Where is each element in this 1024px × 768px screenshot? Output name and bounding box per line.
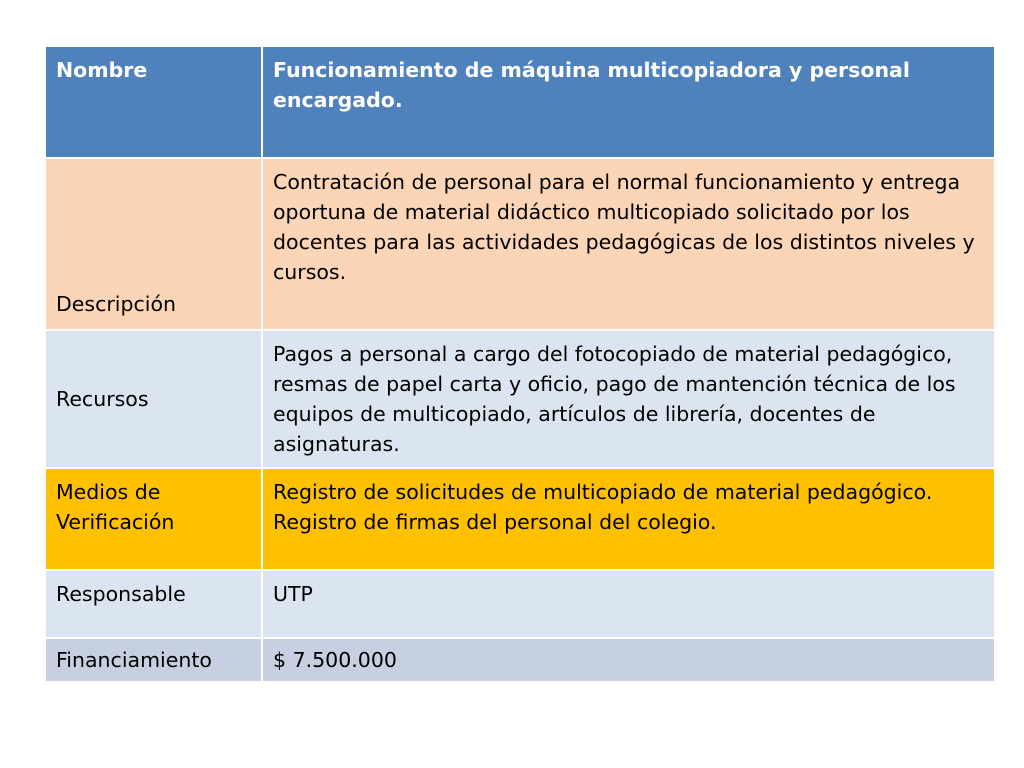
table-header-row [45,46,995,158]
recursos-value: Pagos a personal a cargo del fotocopiado de material pedagógico, resmas de papel carta y oficio, pago de mantención técnica de los equipos de multicopiado, artículos de librería, docentes de asignaturas. [262,330,995,468]
descripcion-label: Descripción [45,158,262,330]
project-table [44,45,996,683]
responsable-value: UTP [262,570,995,638]
financiamiento-label: Financiamiento [45,638,262,682]
responsable-label: Responsable [45,570,262,638]
table-row-responsable [45,570,995,638]
nombre-value: Funcionamiento de máquina multicopiadora y personal encargado. [262,46,995,158]
table-row-financiamiento [45,638,995,682]
medios-verificacion-value: Registro de solicitudes de multicopiado de material pedagógico. Registro de firmas del personal del colegio. [262,468,995,570]
medios-verificacion-label: Medios de Verificación [45,468,262,570]
financiamiento-value: $ 7.500.000 [262,638,995,682]
table-row-recursos [45,330,995,468]
table-row-descripcion [45,158,995,330]
table-row-medios-verificacion [45,468,995,570]
recursos-label: Recursos [45,330,262,468]
descripcion-value: Contratación de personal para el normal funcionamiento y entrega oportuna de material didáctico multicopiado solicitado por los docentes para las actividades pedagógicas de los distintos niveles y cursos. [262,158,995,330]
nombre-label: Nombre [45,46,262,158]
